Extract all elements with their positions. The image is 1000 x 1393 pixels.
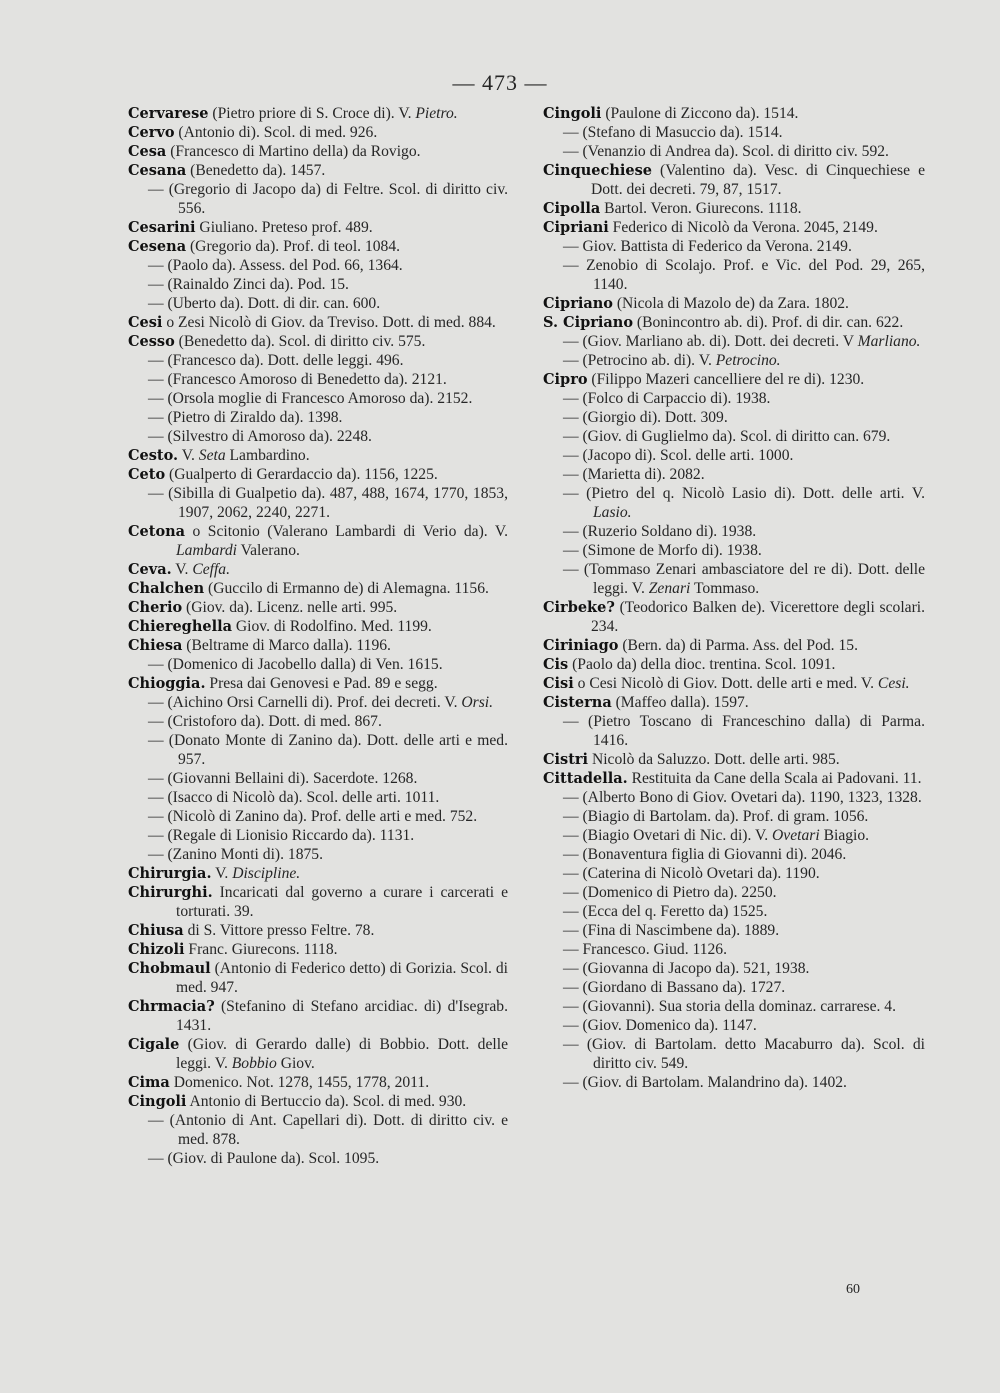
- index-entry: [118, 560, 508, 579]
- entry-text: (Benedetto da). Scol. di diritto civ. 575.: [174, 333, 426, 350]
- headword: Cistri: [543, 751, 589, 768]
- entry-text: Antonio di Bertuccio da). Scol. di med. 930.: [186, 1093, 467, 1110]
- index-subentry: [533, 541, 925, 560]
- index-entry: [118, 237, 508, 256]
- index-subentry: [533, 978, 925, 997]
- index-entry: [118, 161, 508, 180]
- index-subentry: [118, 712, 508, 731]
- index-subentry: [533, 883, 925, 902]
- index-subentry: [118, 427, 508, 446]
- headword: Cesa: [128, 143, 167, 160]
- index-entry: [118, 598, 508, 617]
- headword: Cesana: [128, 162, 187, 179]
- headword: Cetona: [128, 523, 186, 540]
- index-subentry: [533, 446, 925, 465]
- entry-text: (Teodorico Balken de). Vicerettore degli scolari. 234.: [591, 599, 925, 635]
- entry-text: Federico di Nicolò da Verona. 2045, 2149.: [608, 219, 878, 236]
- entry-text: — (Marietta di). 2082.: [563, 466, 705, 483]
- index-subentry: [533, 484, 925, 522]
- entry-text: — (Giov. di Guglielmo da). Scol. di diritto can. 679.: [563, 428, 891, 445]
- index-entry: [118, 959, 508, 997]
- headword: Chirurghi.: [128, 884, 213, 901]
- signature-mark: 60: [846, 1282, 860, 1297]
- entry-text: — (Ecca del q. Feretto da) 1525.: [563, 903, 768, 920]
- index-entry: [118, 883, 508, 921]
- index-subentry: [533, 408, 925, 427]
- index-subentry: [118, 484, 508, 522]
- entry-text: Incaricati dal governo a curare i carcerati e torturati. 39.: [176, 884, 508, 920]
- index-entry: [118, 522, 508, 560]
- entry-text: V.: [171, 561, 193, 578]
- entry-text: — Zenobio di Scolajo. Prof. e Vic. del Pod. 29, 265, 1140.: [563, 257, 925, 293]
- index-entry: [118, 1092, 508, 1111]
- headword: Chiereghella: [128, 618, 232, 635]
- index-subentry: [118, 788, 508, 807]
- headword: Cingoli: [128, 1093, 187, 1110]
- entry-text: — (Sibilla di Gualpetio da). 487, 488, 1674, 1770, 1853, 1907, 2062, 2240, 2271.: [148, 485, 508, 521]
- index-subentry: [118, 408, 508, 427]
- index-entry: [118, 921, 508, 940]
- index-entry: [118, 864, 508, 883]
- entry-text: — (Giorgio di). Dott. 309.: [563, 409, 728, 426]
- entry-text: — (Giovanni Bellaini di). Sacerdote. 1268.: [148, 770, 418, 787]
- entry-text: Giuliano. Preteso prof. 489.: [195, 219, 373, 236]
- entry-text: Tommaso.: [690, 580, 760, 597]
- entry-text: — (Francesco da). Dott. delle leggi. 496.: [148, 352, 404, 369]
- index-entry: [533, 655, 925, 674]
- index-entry: [118, 617, 508, 636]
- page-number: — 473 —: [452, 70, 548, 95]
- entry-text: (Guccilo di Ermanno de) di Alemagna. 1156.: [204, 580, 489, 597]
- entry-text: (Bonincontro ab. di). Prof. di dir. can. 622.: [633, 314, 904, 331]
- index-subentry: [118, 1149, 508, 1168]
- entry-text: V.: [178, 447, 199, 464]
- headword: Cingoli: [543, 105, 602, 122]
- entry-text: — (Rainaldo Zinci da). Pod. 15.: [148, 276, 349, 293]
- headword: Cipriani: [543, 219, 609, 236]
- index-entry: [118, 142, 508, 161]
- index-subentry: [118, 807, 508, 826]
- entry-text: o Cesi Nicolò di Giov. Dott. delle arti e med. V.: [573, 675, 878, 692]
- index-subentry: [533, 1016, 925, 1035]
- entry-text: Domenico. Not. 1278, 1455, 1778, 2011.: [169, 1074, 430, 1091]
- index-subentry: [533, 712, 925, 750]
- headword: Cinquechiese: [543, 162, 652, 179]
- entry-text: Presa dai Genovesi e Pad. 89 e segg.: [205, 675, 438, 692]
- index-entry: [533, 313, 925, 332]
- index-entry: [118, 313, 508, 332]
- index-subentry: [533, 560, 925, 598]
- entry-text: — (Giov. di Bartolam. detto Macaburro da). Scol. di diritto civ. 549.: [563, 1036, 925, 1072]
- right-column: [533, 104, 925, 1092]
- entry-text: — (Domenico di Pietro da). 2250.: [563, 884, 777, 901]
- headword: Cesso: [128, 333, 175, 350]
- index-subentry: [533, 959, 925, 978]
- entry-text: — (Domenico di Jacobello dalla) di Ven. 1615.: [148, 656, 443, 673]
- entry-text: Lambardino.: [225, 447, 310, 464]
- entry-text: — (Caterina di Nicolò Ovetari da). 1190.: [563, 865, 820, 882]
- headword: Cipriano: [543, 295, 613, 312]
- index-subentry: [118, 769, 508, 788]
- headword: Chiesa: [128, 637, 183, 654]
- index-entry: [118, 465, 508, 484]
- entry-text: Valerano.: [236, 542, 300, 559]
- entry-text: (Paulone di Ziccono da). 1514.: [601, 105, 799, 122]
- cross-reference: Petrocino.: [715, 352, 781, 369]
- entry-text: (Gualperto di Gerardaccio da). 1156, 1225.: [165, 466, 438, 483]
- index-subentry: [533, 237, 925, 256]
- entry-text: Nicolò da Saluzzo. Dott. delle arti. 985.: [588, 751, 840, 768]
- entry-text: — (Bonaventura figlia di Giovanni di). 2046.: [563, 846, 847, 863]
- index-subentry: [533, 123, 925, 142]
- entry-text: (Antonio di Federico detto) di Gorizia. Scol. di med. 947.: [176, 960, 508, 996]
- entry-text: — (Folco di Carpaccio di). 1938.: [563, 390, 771, 407]
- index-subentry: [533, 427, 925, 446]
- index-entry: [533, 598, 925, 636]
- entry-text: (Benedetto da). 1457.: [186, 162, 326, 179]
- headword: Cipro: [543, 371, 588, 388]
- entry-text: — (Nicolò di Zanino da). Prof. delle arti e med. 752.: [148, 808, 478, 825]
- headword: Cipolla: [543, 200, 601, 217]
- index-subentry: [118, 370, 508, 389]
- index-entry: [533, 370, 925, 389]
- headword: Chizoli: [128, 941, 185, 958]
- index-entry: [118, 636, 508, 655]
- entry-text: — (Uberto da). Dott. di dir. can. 600.: [148, 295, 381, 312]
- index-entry: [533, 161, 925, 199]
- index-entry: [533, 218, 925, 237]
- index-entry: [533, 294, 925, 313]
- entry-text: — (Petrocino ab. di). V.: [563, 352, 716, 369]
- cross-reference: Zenari: [648, 580, 691, 597]
- index-subentry: [533, 142, 925, 161]
- index-entry: [118, 1035, 508, 1073]
- entry-text: — (Fina di Nascimbene da). 1889.: [563, 922, 780, 939]
- entry-text: — (Pietro del q. Nicolò Lasio di). Dott. delle arti. V.: [563, 485, 925, 502]
- index-subentry: [118, 180, 508, 218]
- index-entry: [118, 123, 508, 142]
- entry-text: V.: [211, 865, 233, 882]
- index-subentry: [533, 864, 925, 883]
- entry-text: — (Gregorio di Jacopo da) di Feltre. Scol. di diritto civ. 556.: [148, 181, 508, 217]
- entry-text: — (Francesco Amoroso di Benedetto da). 2121.: [148, 371, 447, 388]
- index-entry: [118, 104, 508, 123]
- headword: Cherio: [128, 599, 183, 616]
- entry-text: — Giov. Battista di Federico da Verona. 2149.: [563, 238, 852, 255]
- cross-reference: Cesi.: [877, 675, 910, 692]
- entry-text: — (Alberto Bono di Giov. Ovetari da). 1190, 1323, 1328.: [563, 789, 922, 806]
- cross-reference: Lambardi: [176, 542, 237, 559]
- index-subentry: [533, 522, 925, 541]
- entry-text: (Stefanino di Stefano arcidiac. di) d'Isegrab. 1431.: [176, 998, 508, 1034]
- entry-text: — (Giov. di Bartolam. Malandrino da). 1402.: [563, 1074, 847, 1091]
- index-entry: [118, 940, 508, 959]
- cross-reference: Lasio.: [593, 504, 632, 521]
- headword: S. Cipriano: [543, 314, 633, 331]
- entry-text: (Paolo da) della dioc. trentina. Scol. 1091.: [568, 656, 836, 673]
- cross-reference: Marliano.: [857, 333, 921, 350]
- headword: Chobmaul: [128, 960, 211, 977]
- index-subentry: [118, 731, 508, 769]
- index-entry: [118, 674, 508, 693]
- entry-text: — (Tommaso Zenari ambasciatore del re di). Dott. delle leggi. V.: [563, 561, 925, 597]
- headword: Ciriniago: [543, 637, 619, 654]
- cross-reference: Ovetari: [772, 827, 820, 844]
- entry-text: o Scitonio (Valerano Lambardi di Verio da). V.: [185, 523, 508, 540]
- entry-text: (Nicola di Mazolo de) da Zara. 1802.: [612, 295, 849, 312]
- headword: Cirbeke?: [543, 599, 615, 616]
- index-subentry: [118, 351, 508, 370]
- index-subentry: [533, 389, 925, 408]
- entry-text: — (Giovanna di Jacopo da). 521, 1938.: [563, 960, 810, 977]
- index-entry: [118, 446, 508, 465]
- index-subentry: [533, 902, 925, 921]
- headword: Chrmacia?: [128, 998, 215, 1015]
- headword: Cesto.: [128, 447, 179, 464]
- entry-text: — (Aichino Orsi Carnelli di). Prof. dei decreti. V.: [148, 694, 462, 711]
- entry-text: (Bern. da) di Parma. Ass. del Pod. 15.: [618, 637, 858, 654]
- index-entry: [533, 104, 925, 123]
- headword: Cittadella.: [543, 770, 628, 787]
- entry-text: — (Stefano di Masuccio da). 1514.: [563, 124, 783, 141]
- index-subentry: [533, 826, 925, 845]
- index-subentry: [118, 826, 508, 845]
- left-column: [118, 104, 508, 1168]
- entry-text: di S. Vittore presso Feltre. 78.: [183, 922, 375, 939]
- index-subentry: [118, 655, 508, 674]
- index-subentry: [118, 389, 508, 408]
- entry-text: (Giov. di Gerardo dalle) di Bobbio. Dott. delle leggi. V.: [176, 1036, 508, 1072]
- entry-text: — (Pietro di Ziraldo da). 1398.: [148, 409, 343, 426]
- headword: Ceto: [128, 466, 166, 483]
- index-subentry: [533, 788, 925, 807]
- cross-reference: Bobbio: [231, 1055, 277, 1072]
- index-subentry: [533, 1035, 925, 1073]
- entry-text: — (Isacco di Nicolò da). Scol. delle arti. 1011.: [148, 789, 440, 806]
- index-entry: [118, 1073, 508, 1092]
- entry-text: — (Orsola moglie di Francesco Amoroso da). 2152.: [148, 390, 473, 407]
- index-subentry: [118, 1111, 508, 1149]
- cross-reference: Discipline.: [232, 865, 301, 882]
- headword: Ceva.: [128, 561, 172, 578]
- headword: Cesarini: [128, 219, 196, 236]
- entry-text: — (Giov. Domenico da). 1147.: [563, 1017, 757, 1034]
- index-subentry: [533, 921, 925, 940]
- index-entry: [533, 199, 925, 218]
- index-subentry: [533, 1073, 925, 1092]
- headword: Cervo: [128, 124, 175, 141]
- entry-text: (Beltrame di Marco dalla). 1196.: [182, 637, 391, 654]
- index-entry: [118, 218, 508, 237]
- index-entry: [533, 636, 925, 655]
- cross-reference: Orsi.: [461, 694, 494, 711]
- entry-text: Restituita da Cane della Scala ai Padovani. 11.: [627, 770, 922, 787]
- entry-text: Bartol. Veron. Giurecons. 1118.: [600, 200, 802, 217]
- entry-text: — (Giov. Marliano ab. di). Dott. dei decreti. V: [563, 333, 858, 350]
- entry-text: o Zesi Nicolò di Giov. da Treviso. Dott. di med. 884.: [162, 314, 496, 331]
- cross-reference: Pietro.: [415, 105, 458, 122]
- entry-text: — Francesco. Giud. 1126.: [563, 941, 727, 958]
- headword: Cervarese: [128, 105, 209, 122]
- cross-reference: Ceffa.: [192, 561, 230, 578]
- entry-text: Giov.: [276, 1055, 315, 1072]
- headword: Chioggia.: [128, 675, 206, 692]
- index-entry: [533, 750, 925, 769]
- headword: Cigale: [128, 1036, 180, 1053]
- entry-text: — (Venanzio di Andrea da). Scol. di diritto civ. 592.: [563, 143, 889, 160]
- entry-text: (Valentino da). Vesc. di Cinquechiese e Dott. dei decreti. 79, 87, 1517.: [591, 162, 925, 198]
- index-subentry: [533, 940, 925, 959]
- entry-text: — (Ruzerio Soldano di). 1938.: [563, 523, 757, 540]
- index-subentry: [118, 845, 508, 864]
- index-subentry: [118, 275, 508, 294]
- entry-text: (Pietro priore di S. Croce di). V.: [208, 105, 416, 122]
- headword: Chirurgia.: [128, 865, 212, 882]
- entry-text: (Antonio di). Scol. di med. 926.: [174, 124, 378, 141]
- index-subentry: [533, 256, 925, 294]
- entry-text: (Filippo Mazeri cancelliere del re di). 1230.: [587, 371, 865, 388]
- index-entry: [533, 693, 925, 712]
- index-subentry: [118, 256, 508, 275]
- entry-text: — (Jacopo di). Scol. delle arti. 1000.: [563, 447, 794, 464]
- index-entry: [533, 674, 925, 693]
- entry-text: — (Cristoforo da). Dott. di med. 867.: [148, 713, 382, 730]
- entry-text: Franc. Giurecons. 1118.: [184, 941, 338, 958]
- headword: Cis: [543, 656, 569, 673]
- entry-text: (Giov. da). Licenz. nelle arti. 995.: [182, 599, 398, 616]
- entry-text: — (Biagio di Bartolam. da). Prof. di gram. 1056.: [563, 808, 869, 825]
- entry-text: — (Regale di Lionisio Riccardo da). 1131.: [148, 827, 415, 844]
- entry-text: — (Paolo da). Assess. del Pod. 66, 1364.: [148, 257, 403, 274]
- entry-text: — (Giovanni). Sua storia della dominaz. carrarese. 4.: [563, 998, 896, 1015]
- entry-text: — (Biagio Ovetari di Nic. di). V.: [563, 827, 773, 844]
- entry-text: — (Silvestro di Amoroso da). 2248.: [148, 428, 372, 445]
- headword: Cisi: [543, 675, 574, 692]
- entry-text: (Gregorio da). Prof. di teol. 1084.: [186, 238, 401, 255]
- headword: Chalchen: [128, 580, 205, 597]
- index-subentry: [533, 997, 925, 1016]
- headword: Chiusa: [128, 922, 184, 939]
- entry-text: (Maffeo dalla). 1597.: [611, 694, 749, 711]
- index-subentry: [118, 294, 508, 313]
- headword: Cesi: [128, 314, 163, 331]
- entry-text: — (Donato Monte di Zanino da). Dott. delle arti e med. 957.: [148, 732, 508, 768]
- headword: Cesena: [128, 238, 187, 255]
- entry-text: (Francesco di Martino della) da Rovigo.: [166, 143, 421, 160]
- entry-text: — (Giordano di Bassano da). 1727.: [563, 979, 786, 996]
- entry-text: — (Antonio di Ant. Capellari di). Dott. di diritto civ. e med. 878.: [148, 1112, 508, 1148]
- index-entry: [533, 769, 925, 788]
- index-entry: [118, 332, 508, 351]
- index-entry: [118, 579, 508, 598]
- index-entry: [118, 997, 508, 1035]
- index-subentry: [533, 845, 925, 864]
- entry-text: — (Pietro Toscano di Franceschino dalla) di Parma. 1416.: [563, 713, 925, 749]
- index-subentry: [533, 332, 925, 351]
- headword: Cima: [128, 1074, 170, 1091]
- entry-text: — (Giov. di Paulone da). Scol. 1095.: [148, 1150, 380, 1167]
- index-subentry: [533, 465, 925, 484]
- cross-reference: Seta: [198, 447, 226, 464]
- headword: Cisterna: [543, 694, 612, 711]
- index-subentry: [533, 807, 925, 826]
- entry-text: — (Simone de Morfo di). 1938.: [563, 542, 762, 559]
- entry-text: — (Zanino Monti di). 1875.: [148, 846, 323, 863]
- entry-text: Biagio.: [819, 827, 870, 844]
- index-subentry: [118, 693, 508, 712]
- index-subentry: [533, 351, 925, 370]
- entry-text: Giov. di Rodolfino. Med. 1199.: [232, 618, 432, 635]
